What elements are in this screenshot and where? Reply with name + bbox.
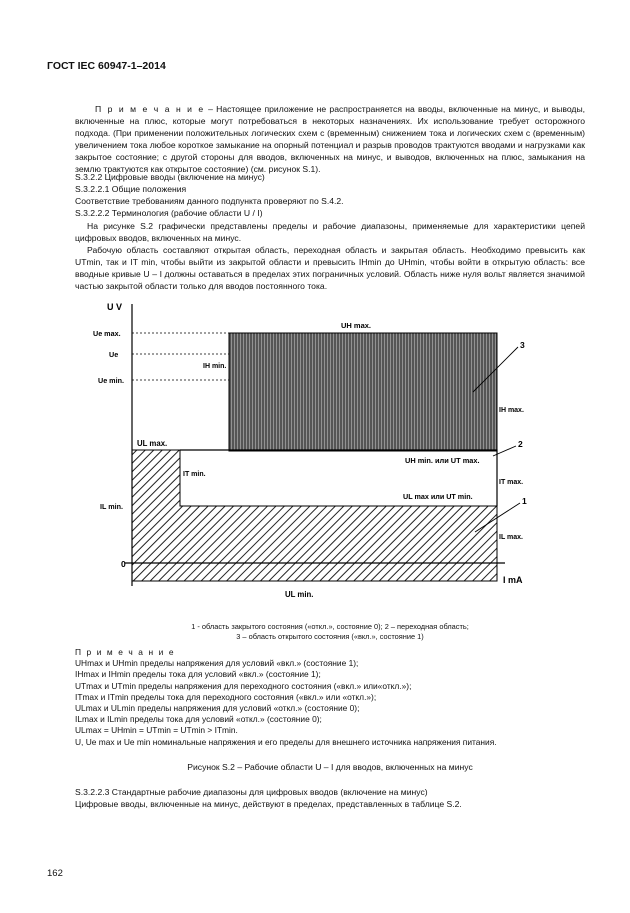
- tick-ul-max: UL max.: [137, 439, 168, 448]
- label-uhmin-utmax: UH min. или UT max.: [405, 456, 480, 465]
- ui-regions-diagram: [95, 296, 525, 616]
- note-line: ULmax = UHmin = UTmin = UTmin > ITmin.: [75, 725, 238, 736]
- label-uhmax: UH max.: [341, 321, 372, 330]
- figure-notes: [75, 647, 595, 748]
- intro-note-text: – Настоящее приложение не распространяется на вводы, включенные на минус, и выводы, включенные на плюс, которые могут потребоваться в некоторых назначениях. Их использование требует осторожного подхода. (При применении положительных логических схем с (временным) снижением тока и логических схем с (временным) увеличением тока любое короткое замыкание на опорный потенциал и разрыв проводов трактуются вводами и нагрузками как закрытое состояние; с другой стороны для вводов, включенных на минус, и выводов, включенных на плюс, замыкания на землю трактуются как открытое состояние) (см. рисунок S.1).: [75, 104, 586, 174]
- note-line: U, Ue max и Ue min номинальные напряжения и его пределы для внешнего источника напряжения питания.: [75, 736, 497, 747]
- label-ilmax: IL max.: [499, 534, 523, 541]
- x-axis-label: I mA: [503, 575, 523, 585]
- section-heading: S.3.2.2.2 Терминология (рабочие области U / I): [75, 208, 263, 218]
- note-line: UHmax и UHmin пределы напряжения для условий «вкл.» (состояние 1);: [75, 658, 359, 669]
- intro-note: [75, 103, 585, 175]
- note-line: ULmax и ULmin пределы напряжения для условий «откл.» (состояние 0);: [75, 703, 360, 714]
- paragraph: Рабочую область составляют открытая область, переходная область и закрытая область. Необходимо превысить как UTmin, так и IT min, чтобы выйти из закрытой области и превысить IHmin до UHmin, чтобы войти в открытую область: все вводные кривые U – I должны оставаться в пределах этих пограничных условий. Область ниже нуля вольт является значимой частью закрытой области только для вводов постоянного тока.: [75, 245, 585, 291]
- tick-ue-max: Ue max.: [93, 329, 121, 338]
- document-header: ГОСТ IEC 60947-1–2014: [47, 60, 166, 72]
- label-ihmin: IH min.: [203, 363, 227, 370]
- figure-title: Рисунок S.2 – Рабочие области U – I для вводов, включенных на минус: [187, 762, 473, 772]
- label-ulmin: UL min.: [285, 590, 314, 599]
- region-label-2: 2: [518, 439, 523, 449]
- tick-ue-min: Ue min.: [98, 376, 124, 385]
- region-label-3: 3: [520, 340, 525, 350]
- y-axis-label: U V: [107, 302, 123, 312]
- origin-label: 0: [121, 559, 126, 569]
- note-line: ITmax и ITmin пределы тока для переходного состояния («вкл.» или «откл.»);: [75, 691, 377, 702]
- section-heading: S.3.2.2.1 Общие положения: [75, 184, 187, 194]
- paragraph: На рисунке S.2 графически представлены пределы и рабочие диапазоны, применяемые для характеристики цепей цифровых вводов, включенных на минус.: [75, 221, 585, 243]
- region-closed: [132, 450, 497, 581]
- notes-label: П р и м е ч а н и е: [75, 647, 176, 657]
- figure-legend-line2: 3 – область открытого состояния («вкл.», состояние 1): [236, 632, 424, 641]
- section-heading: S.3.2.2 Цифровые вводы (включение на минус): [75, 172, 265, 182]
- note-line: UTmax и UTmin пределы напряжения для переходного состояния («вкл.» или«откл.»);: [75, 680, 412, 691]
- note-line: ILmax и ILmin пределы тока для условий «откл.» (состояние 0);: [75, 714, 322, 725]
- figure-legend-line1: 1 - область закрытого состояния («откл.», состояние 0); 2 – переходная область;: [191, 622, 469, 631]
- paragraph: Соответствие требованиям данного подпункта проверяют по S.4.2.: [75, 196, 344, 206]
- region-label-1: 1: [522, 496, 527, 506]
- label-ihmax: IH max.: [499, 407, 524, 414]
- label-ul-utmin: UL max или UT min.: [403, 492, 473, 501]
- tick-ue: Ue: [109, 350, 119, 359]
- paragraph: Цифровые вводы, включенные на минус, действуют в пределах, представленных в таблице S.2.: [75, 799, 462, 809]
- intro-note-label: П р и м е ч а н и е: [95, 104, 205, 114]
- tick-il-min: IL min.: [100, 502, 124, 511]
- page-number: 162: [47, 868, 63, 879]
- label-itmin: IT min.: [183, 471, 206, 478]
- region-open: [229, 333, 497, 451]
- section-heading: S.3.2.2.3 Стандартные рабочие диапазоны для цифровых вводов (включение на минус): [75, 787, 428, 797]
- note-line: IHmax и IHmin пределы тока для условий «вкл.» (состояние 1);: [75, 669, 321, 680]
- label-itmax: IT max.: [499, 479, 524, 486]
